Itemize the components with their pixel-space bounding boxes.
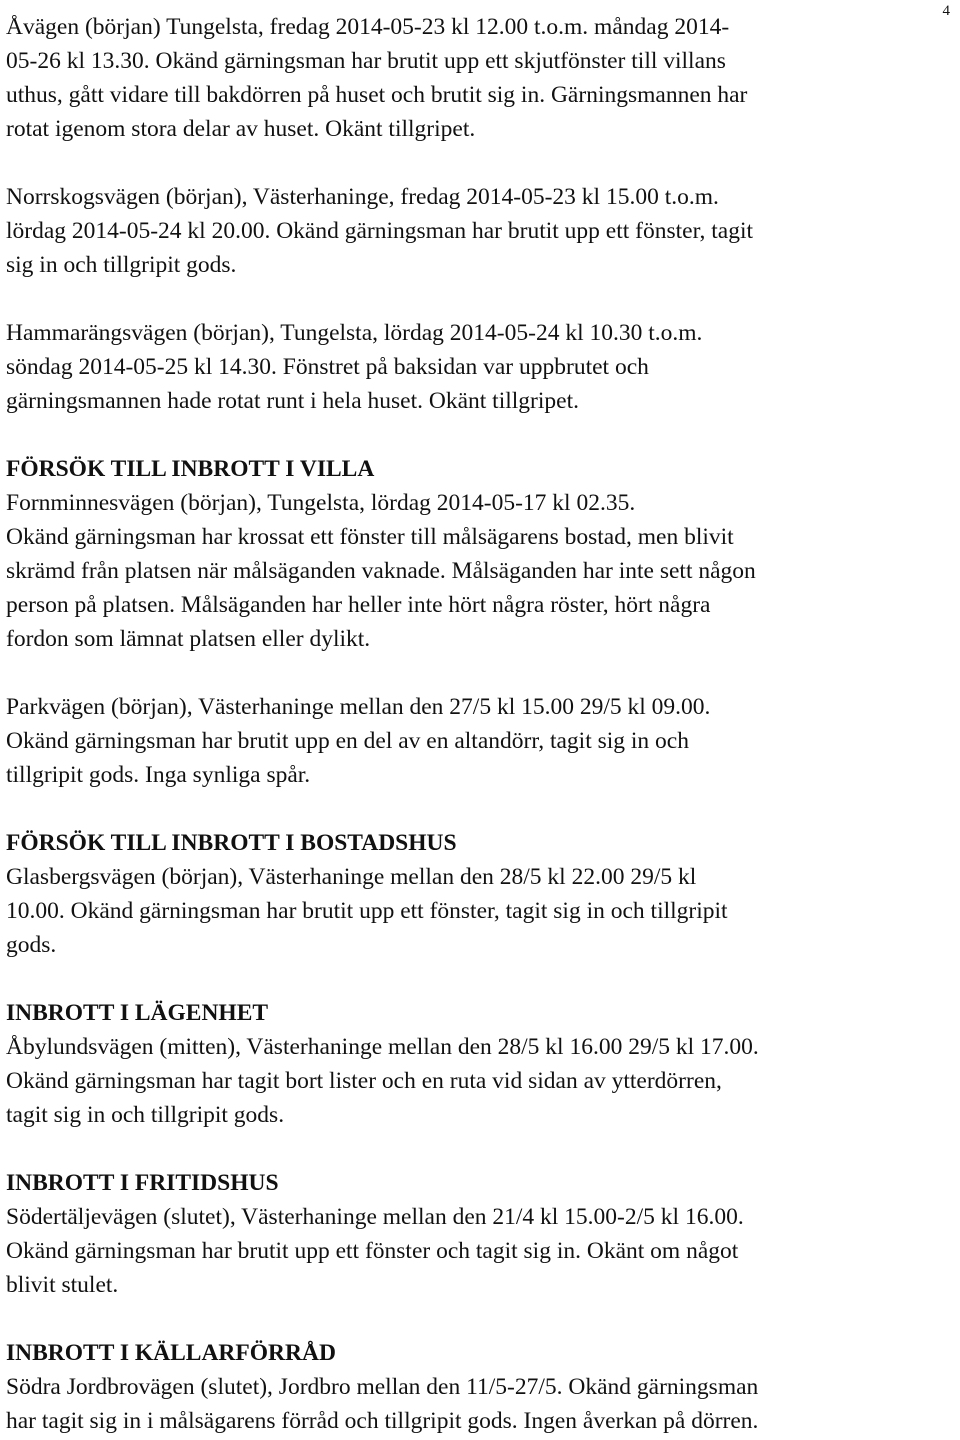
entry-text-line: sig in och tillgripit gods. [6, 252, 237, 278]
entry-text-line: Södertäljevägen (slutet), Västerhaninge mellan den 21/4 kl 15.00-2/5 kl 16.00. [6, 1204, 744, 1230]
report-entry [6, 452, 954, 656]
entry-text-line: tillgripit gods. Inga synliga spår. [6, 762, 311, 788]
section-heading: FÖRSÖK TILL INBROTT I BOSTADSHUS [6, 830, 457, 856]
section-heading: INBROTT I FRITIDSHUS [6, 1170, 279, 1196]
entry-text-line: lördag 2014-05-24 kl 20.00. Okänd gärningsman har brutit upp ett fönster, tagit [6, 218, 753, 244]
document-body [6, 10, 954, 1438]
entry-text-line: uthus, gått vidare till bakdörren på huset och brutit sig in. Gärningsmannen har [6, 82, 748, 108]
entry-text-line: har tagit sig in i målsägarens förråd och tillgripit gods. Ingen åverkan på dörren. [6, 1408, 759, 1434]
entry-text-line: gärningsmannen hade rotat runt i hela huset. Okänt tillgripet. [6, 388, 579, 414]
report-entry [6, 690, 954, 792]
report-entry [6, 996, 954, 1132]
section-heading: FÖRSÖK TILL INBROTT I VILLA [6, 456, 375, 482]
entry-text-line: söndag 2014-05-25 kl 14.30. Fönstret på baksidan var uppbrutet och [6, 354, 649, 380]
entry-text-line: Okänd gärningsman har tagit bort lister och en ruta vid sidan av ytterdörren, [6, 1068, 722, 1094]
entry-text-line: 10.00. Okänd gärningsman har brutit upp ett fönster, tagit sig in och tillgripit [6, 898, 728, 924]
entry-text-line: Åvägen (början) Tungelsta, fredag 2014-05-23 kl 12.00 t.o.m. måndag 2014- [6, 14, 730, 40]
page-number: 4 [942, 3, 950, 19]
entry-text-line: Glasbergsvägen (början), Västerhaninge mellan den 28/5 kl 22.00 29/5 kl [6, 864, 697, 890]
report-entry [6, 826, 954, 962]
entry-text-line: Fornminnesvägen (början), Tungelsta, lördag 2014-05-17 kl 02.35. [6, 490, 636, 516]
entry-text-line: Södra Jordbrovägen (slutet), Jordbro mellan den 11/5-27/5. Okänd gärningsman [6, 1374, 759, 1400]
report-entry [6, 1166, 954, 1302]
entry-text-line: Norrskogsvägen (början), Västerhaninge, fredag 2014-05-23 kl 15.00 t.o.m. [6, 184, 719, 210]
entry-text-line: gods. [6, 932, 57, 958]
section-heading: INBROTT I KÄLLARFÖRRÅD [6, 1340, 336, 1366]
report-entry [6, 10, 954, 146]
entry-text-line: Parkvägen (början), Västerhaninge mellan den 27/5 kl 15.00 29/5 kl 09.00. [6, 694, 711, 720]
entry-text-line: Okänd gärningsman har brutit upp ett fönster och tagit sig in. Okänt om något [6, 1238, 739, 1264]
section-heading: INBROTT I LÄGENHET [6, 1000, 269, 1026]
report-entry [6, 1336, 954, 1438]
entry-text-line: Hammarängsvägen (början), Tungelsta, lördag 2014-05-24 kl 10.30 t.o.m. [6, 320, 703, 346]
report-entry [6, 316, 954, 418]
entry-text-line: rotat igenom stora delar av huset. Okänt tillgripet. [6, 116, 476, 142]
entry-text-line: 05-26 kl 13.30. Okänd gärningsman har brutit upp ett skjutfönster till villans [6, 48, 726, 74]
entry-text-line: person på platsen. Målsäganden har heller inte hört några röster, hört några [6, 592, 711, 618]
report-entry [6, 180, 954, 282]
entry-text-line: fordon som lämnat platsen eller dylikt. [6, 626, 371, 652]
entry-text-line: Åbylundsvägen (mitten), Västerhaninge mellan den 28/5 kl 16.00 29/5 kl 17.00. [6, 1034, 759, 1060]
entry-text-line: tagit sig in och tillgripit gods. [6, 1102, 285, 1128]
entry-text-line: Okänd gärningsman har krossat ett fönster till målsägarens bostad, men blivit [6, 524, 734, 550]
entry-text-line: Okänd gärningsman har brutit upp en del av en altandörr, tagit sig in och [6, 728, 689, 754]
entry-text-line: skrämd från platsen när målsäganden vaknade. Målsäganden har inte sett någon [6, 558, 756, 584]
entry-text-line: blivit stulet. [6, 1272, 119, 1298]
